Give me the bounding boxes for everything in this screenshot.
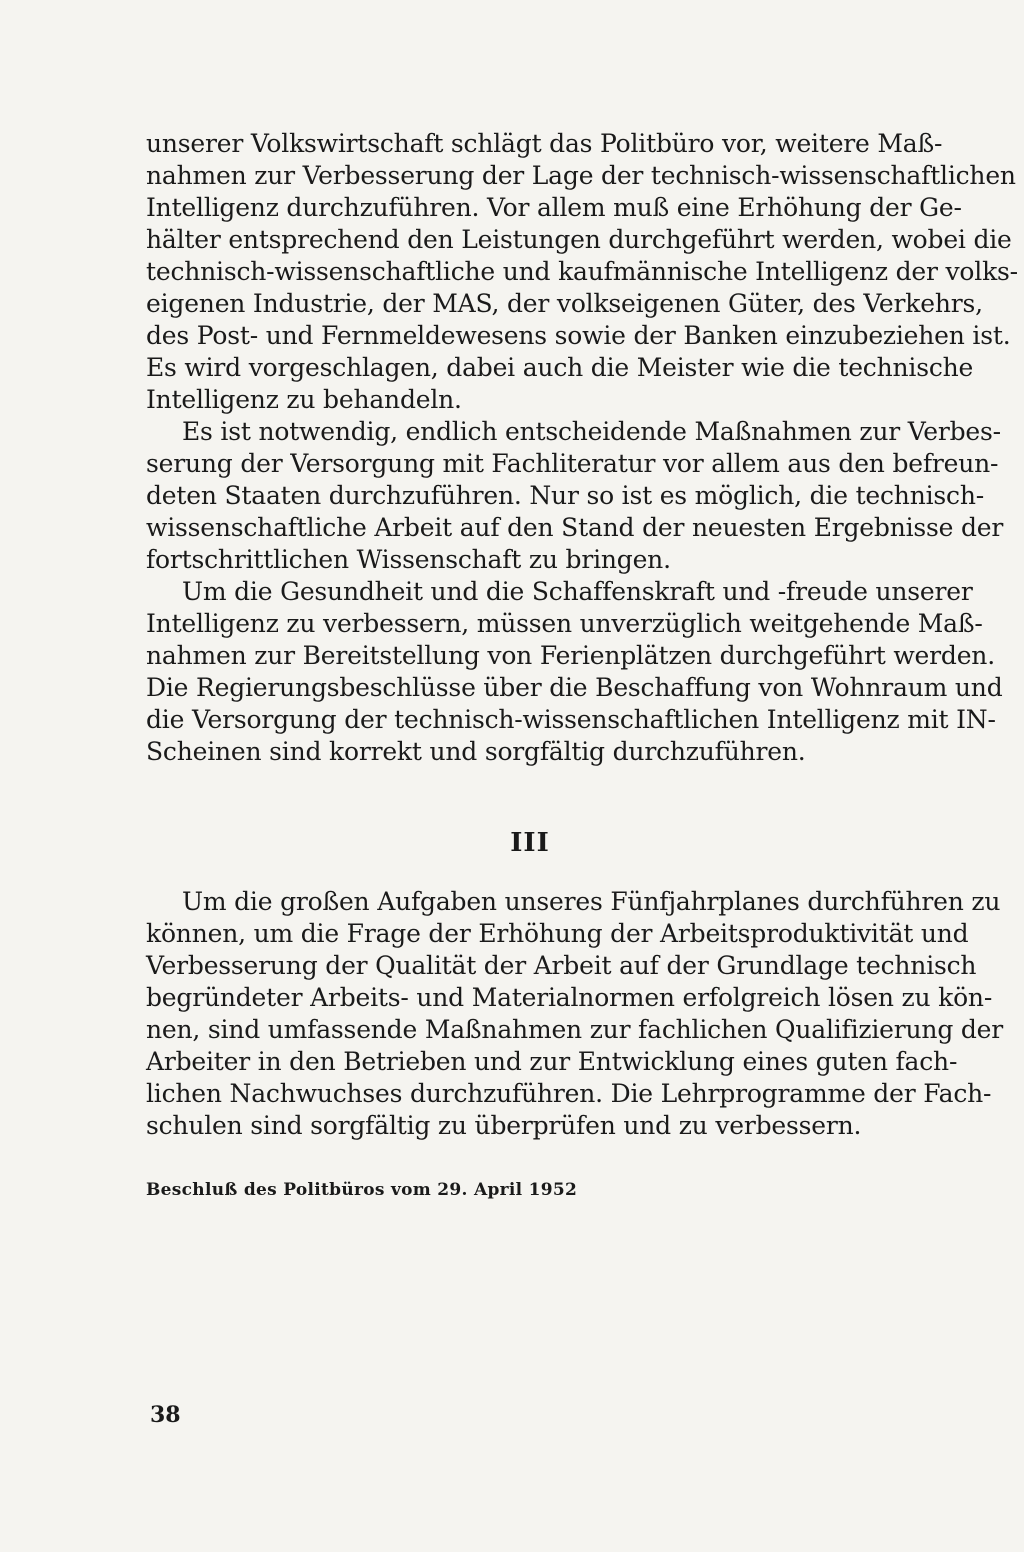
paragraph-1 — [146, 128, 1018, 416]
text-line: nahmen zur Bereitstellung von Ferienplätzen durchgeführt werden. — [146, 641, 995, 670]
text-line: technisch-wissenschaftliche und kaufmännische Intelligenz der volks- — [146, 257, 1018, 286]
text-line: Es wird vorgeschlagen, dabei auch die Meister wie die technische — [146, 353, 974, 382]
text-line: Intelligenz zu verbessern, müssen unverzüglich weitgehende Maß- — [146, 609, 983, 638]
text-line: wissenschaftliche Arbeit auf den Stand der neuesten Ergebnisse der — [146, 513, 1004, 542]
text-line: Scheinen sind korrekt und sorgfältig durchzuführen. — [146, 737, 806, 766]
text-line: Arbeiter in den Betrieben und zur Entwicklung eines guten fach- — [146, 1047, 958, 1076]
text-line: fortschrittlichen Wissenschaft zu bringen. — [146, 545, 671, 574]
text-line: hälter entsprechend den Leistungen durchgeführt werden, wobei die — [146, 225, 1012, 254]
text-line: unserer Volkswirtschaft schlägt das Politbüro vor, weitere Maß- — [146, 129, 943, 158]
text-line: des Post- und Fernmeldewesens sowie der Banken einzubeziehen ist. — [146, 321, 1011, 350]
text-line: nahmen zur Verbesserung der Lage der technisch-wissenschaftlichen — [146, 161, 1016, 190]
text-line: serung der Versorgung mit Fachliteratur vor allem aus den befreun- — [146, 449, 999, 478]
paragraph-2 — [146, 416, 1004, 576]
text-line: eigenen Industrie, der MAS, der volkseigenen Güter, des Verkehrs, — [146, 289, 983, 318]
text-line: Es ist notwendig, endlich entscheidende Maßnahmen zur Verbes- — [182, 417, 1001, 446]
section-heading: III — [510, 828, 550, 858]
text-line: deten Staaten durchzuführen. Nur so ist es möglich, die technisch- — [146, 481, 984, 510]
text-line: können, um die Frage der Erhöhung der Arbeitsproduktivität und — [146, 919, 969, 948]
text-line: lichen Nachwuchses durchzuführen. Die Lehrprogramme der Fach- — [146, 1079, 992, 1108]
text-line: begründeter Arbeits- und Materialnormen erfolgreich lösen zu kön- — [146, 983, 993, 1012]
text-line: Intelligenz durchzuführen. Vor allem muß eine Erhöhung der Ge- — [146, 193, 962, 222]
paragraph-4 — [146, 886, 1004, 1142]
source-footnote: Beschluß des Politbüros vom 29. April 1952 — [146, 1180, 578, 1200]
text-line: die Versorgung der technisch-wissenschaftlichen Intelligenz mit IN- — [146, 705, 996, 734]
text-line: schulen sind sorgfältig zu überprüfen und zu verbessern. — [146, 1111, 862, 1140]
text-line: Intelligenz zu behandeln. — [146, 385, 462, 414]
paragraph-3 — [146, 576, 1003, 768]
text-line: Um die großen Aufgaben unseres Fünfjahrplanes durchführen zu — [182, 887, 1001, 916]
text-line: Die Regierungsbeschlüsse über die Beschaffung von Wohnraum und — [146, 673, 1003, 702]
text-line: Um die Gesundheit und die Schaffenskraft und -freude unserer — [182, 577, 973, 606]
text-line: nen, sind umfassende Maßnahmen zur fachlichen Qualifizierung der — [146, 1015, 1004, 1044]
text-line: Verbesserung der Qualität der Arbeit auf der Grundlage technisch — [146, 951, 977, 980]
page-number: 38 — [150, 1402, 181, 1428]
